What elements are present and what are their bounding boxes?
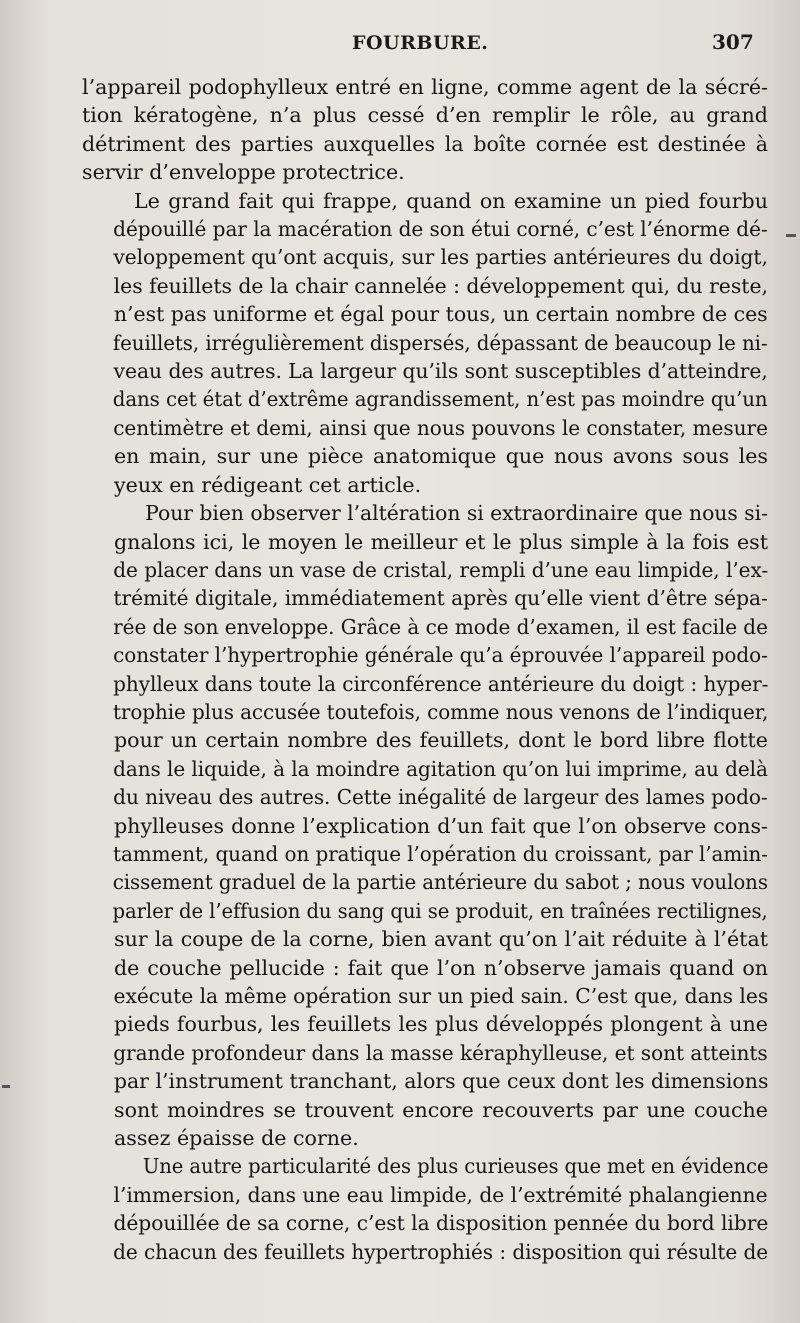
text-line: constater l’hypertrophie générale qu’a éprouvée l’appareil podo-: [113, 643, 768, 668]
text-line: feuillets, irrégulièrement dispersés, dépassant de beaucoup le ni-: [112, 330, 768, 355]
text-line: dans le liquide, à la moindre agitation qu’on lui imprime, au delà: [113, 756, 768, 781]
text-line: Une autre particularité des plus curieuses que met en évidence: [142, 1154, 769, 1179]
text-line: sur la coupe de la corne, bien avant qu’on l’ait réduite à l’état: [114, 927, 768, 952]
text-line: du niveau des autres. Cette inégalité de largeur des lames podo-: [113, 785, 768, 810]
paragraph: [82, 499, 768, 1152]
text-line: dépouillée de sa corne, c’est la disposition pennée du bord libre: [113, 1211, 769, 1236]
text-line: grande profondeur dans la masse kéraphylleuse, et sont atteints: [113, 1040, 768, 1065]
text-line: dépouillé par la macération de son étui corné, c’est l’énorme dé-: [113, 217, 768, 242]
text-line: exécute la même opération sur un pied sain. C’est que, dans les: [113, 984, 769, 1008]
text-line: parler de l’effusion du sang qui se produit, en traînées rectilignes,: [112, 898, 768, 923]
running-title: FOURBURE.: [352, 32, 489, 54]
text-line: cissement graduel de la partie antérieure du sabot ; nous voulons: [112, 870, 768, 895]
text-line: veau des autres. La largeur qu’ils sont susceptibles d’atteindre,: [113, 359, 768, 384]
text-line: sont moindres se trouvent encore recouverts par une couche: [114, 1097, 768, 1122]
text-line: n’est pas uniforme et égal pour tous, un certain nombre de ces: [113, 302, 768, 327]
paragraph: [82, 73, 768, 187]
text-line: de placer dans un vase de cristal, rempli d’une eau limpide, l’ex-: [113, 557, 769, 582]
text-line: détriment des parties auxquelles la boîte cornée est destinée à: [82, 131, 768, 156]
text-line: phylleux dans toute la circonférence antérieure du doigt : hyper-: [113, 671, 769, 696]
text-line: de couche pellucide : fait que l’on n’observe jamais quand on: [114, 955, 768, 980]
text-line: trémité digitale, immédiatement après qu’elle vient d’être sépa-: [113, 586, 768, 611]
text-line: rée de son enveloppe. Grâce à ce mode d’examen, il est facile de: [113, 614, 768, 639]
text-line: Pour bien observer l’altération si extraordinaire que nous si-: [145, 501, 768, 526]
text-line: les feuillets de la chair cannelée : développement qui, du reste,: [113, 273, 768, 298]
paragraph: [82, 187, 768, 499]
text-line: Le grand fait qui frappe, quand on examine un pied fourbu: [134, 188, 768, 213]
paragraph: [82, 1152, 768, 1266]
text-line: en main, sur une pièce anatomique que nous avons sous les: [114, 444, 768, 469]
text-line: trophie plus accusée toutefois, comme nous venons de l’indiquer,: [112, 699, 769, 724]
text-line: de chacun des feuillets hypertrophiés : disposition qui résulte de: [113, 1239, 769, 1264]
text-line: assez épaisse de corne.: [114, 1126, 359, 1151]
text-line: servir d’enveloppe protectrice.: [82, 160, 405, 185]
text-line: centimètre et demi, ainsi que nous pouvons le constater, mesure: [113, 415, 768, 440]
page-number: 307: [712, 30, 754, 54]
text-line: tion kératogène, n’a plus cessé d’en remplir le rôle, au grand: [82, 103, 768, 128]
text-line: l’appareil podophylleux entré en ligne, comme agent de la sécré-: [82, 75, 768, 99]
body-text: [82, 73, 768, 1266]
text-line: l’immersion, dans une eau limpide, de l’extrémité phalangienne: [113, 1182, 768, 1207]
text-line: tamment, quand on pratique l’opération du croissant, par l’amin-: [113, 841, 768, 866]
margin-mark-right: [786, 234, 796, 237]
page-header: [0, 30, 800, 60]
text-line: veloppement qu’ont acquis, sur les parties antérieures du doigt,: [113, 245, 768, 270]
text-line: pieds fourbus, les feuillets les plus développés plongent à une: [114, 1012, 768, 1037]
text-line: dans cet état d’extrême agrandissement, n’est pas moindre qu’un: [112, 387, 768, 412]
margin-mark-left: [2, 1085, 10, 1088]
text-line: par l’instrument tranchant, alors que ceux dont les dimensions: [113, 1069, 769, 1094]
text-line: phylleuses donne l’explication d’un fait que l’on observe cons-: [114, 813, 768, 838]
text-line: pour un certain nombre des feuillets, dont le bord libre flotte: [114, 728, 768, 753]
text-line: yeux en rédigeant cet article.: [114, 472, 422, 497]
text-line: gnalons ici, le moyen le meilleur et le plus simple à la fois est: [114, 529, 768, 554]
